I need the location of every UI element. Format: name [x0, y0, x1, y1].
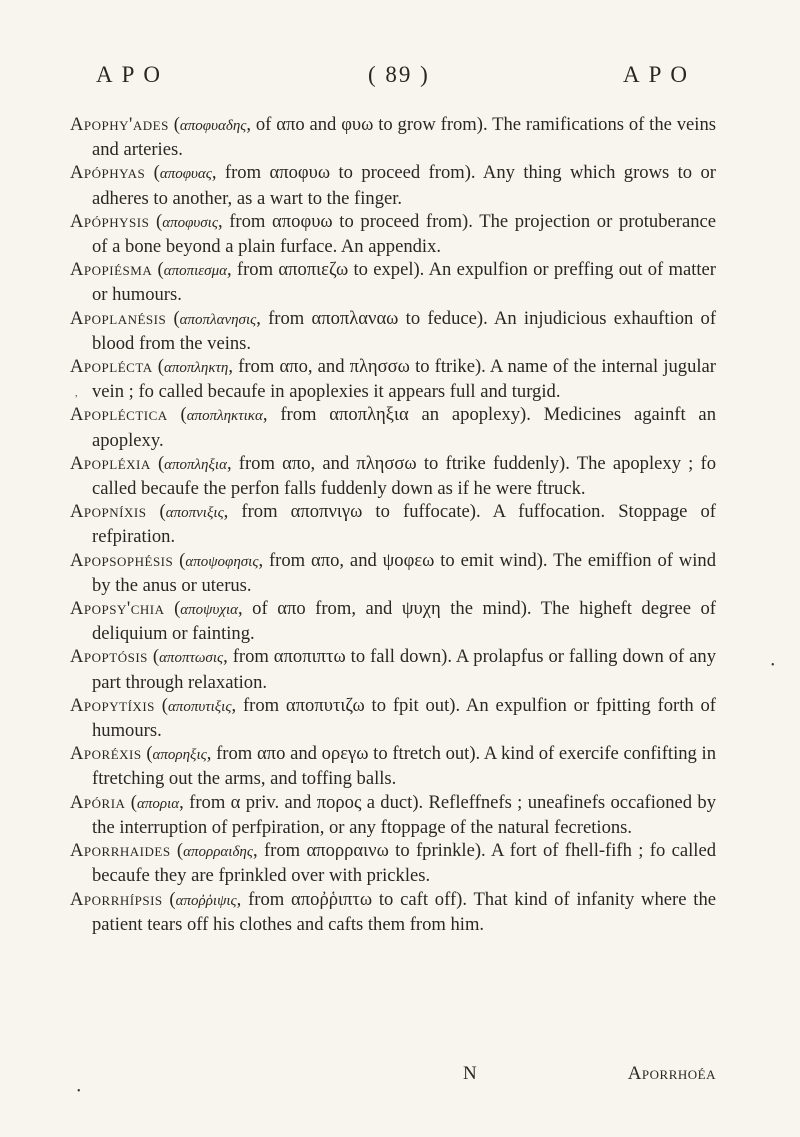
signature-mark: N — [463, 1063, 477, 1084]
entry-definition: , from αποφυω to proceed from). The projection or protuberance of a bone beyond a plain furface. An appendix. — [92, 210, 716, 258]
entry-greek: αποπλανησις — [179, 311, 257, 328]
entry-greek: αποπνιξις — [165, 505, 224, 522]
entry-definition: , from αποπλαναω to feduce). An injudicious exhauftion of blood from the veins. — [92, 307, 717, 354]
page-number: ( 89 ) — [368, 62, 430, 87]
entry-headword: Apopníxis — [70, 501, 147, 523]
page-footer — [70, 1063, 716, 1089]
dictionary-entry: Apopytíxis (αποπυτιξις, from αποπυτιζω to fpit out). An expulfion or fpitting forth of humours. — [70, 694, 716, 742]
entry-definition: , from αποφυω to proceed from). Any thing which grows to or adheres to another, as a wart to the finger. — [92, 162, 716, 209]
dictionary-entry: Apopiésma (αποπιεσμα, from αποπιεζω to expel). An expulfion or preffing out of matter or humours. — [70, 259, 716, 306]
dictionary-entry: Aporrhípsis (αποῤῥιψις, from αποῤῥιπτω to caft off). That kind of infanity where the patient tears off his clothes and cafts them from him. — [70, 888, 716, 935]
header-left: APO — [96, 62, 170, 87]
dictionary-entry: Apopníxis (αποπνιξις, from αποπνιγω to fuffocate). A fuffocation. Stoppage of refpiration. — [70, 501, 716, 548]
entry-greek: αποπιεσμα — [163, 263, 227, 280]
dictionary-entry: Apoptósis (αποπτωσις, from αποπιπτω to fall down). A prolapfus or falling down of any part through relaxation. — [70, 646, 716, 693]
entry-greek: αποπτωσις — [159, 650, 224, 667]
dictionary-entry: Aporrhaides (απορραιδης, from απορραινω to fprinkle). A fort of fhell-fifh ; fo called becaufe they are fprinkled over with prickles. — [70, 840, 716, 887]
entry-definition: , from αποῤῥιπτω to caft off). That kind of infanity where the patient tears off his clothes and cafts them from him. — [92, 888, 716, 935]
dictionary-entry: Apophy'ades (αποφυαδης, of απο and φυω to grow from). The ramifications of the veins and arteries. — [70, 114, 717, 161]
dictionary-entry: Apória (απορια, from α priv. and πορος a duct). Refleffnefs ; uneafinefs occafioned by the interruption of perfpiration, or any ftoppage of the natural fecretions. — [70, 791, 717, 838]
dictionary-entries — [70, 113, 716, 936]
entry-headword: Apóphyas — [70, 162, 146, 184]
entry-headword: Aporrhípsis — [70, 888, 163, 910]
entry-greek: απορραιδης — [183, 844, 253, 861]
dictionary-entry: Apopsy'chia (αποψυχια, of απο from, and ψυχη the mind). The higheft degree of deliquium or fainting. — [70, 598, 716, 645]
entry-greek: αποφυας — [159, 166, 212, 183]
entry-definition: , from απορραινω to fprinkle). A fort of fhell-fifh ; fo called becaufe they are fprinkled over with prickles. — [92, 840, 716, 887]
entry-headword: Apopiésma — [70, 259, 153, 281]
entry-greek: αποπληξια — [164, 456, 227, 473]
stray-mark: • — [771, 660, 775, 671]
entry-greek: αποῤῥιψις — [175, 892, 237, 909]
entry-definition: , from αποπιεζω to expel). An expulfion or preffing out of matter or humours. — [92, 259, 716, 306]
entry-greek: απορηξις — [152, 747, 207, 764]
entry-headword: Aporrhaides — [70, 840, 171, 862]
entry-headword: Apopléxia — [70, 452, 151, 474]
entry-greek: αποπληκτικα — [186, 408, 263, 425]
entry-headword: Apória — [70, 791, 126, 813]
dictionary-entry: Apopléctica (αποπληκτικα, from αποπληξια an apoplexy). Medicines againft an apoplexy. — [70, 404, 716, 451]
entry-headword: Apoplécta — [70, 356, 153, 378]
entry-headword: Apophy'ades — [70, 114, 169, 135]
catchword: Aporrhoéa — [627, 1063, 716, 1084]
entry-greek: αποπυτιξις — [167, 698, 232, 715]
entry-definition: , of απο from, and ψυχη the mind). The higheft degree of deliquium or fainting. — [92, 598, 716, 645]
entry-definition: , from αποπληξια an apoplexy). Medicines againft an apoplexy. — [92, 404, 716, 451]
entry-greek: αποψυχια — [180, 602, 238, 619]
entry-headword: Apopytíxis — [70, 694, 155, 716]
entry-headword: Aporéxis — [70, 743, 142, 765]
entry-definition: , from απο, and πλησσω to ftrike). A name of the internal jugular vein ; fo called becaufe in apoplexies it appears full and turgid. — [92, 356, 716, 403]
entry-headword: Apoptósis — [70, 646, 148, 668]
dictionary-entry: Apopsophésis (αποψοφησις, from απο, and ψοφεω to emit wind). The emiffion of wind by the anus or uterus. — [70, 549, 716, 596]
entry-definition: , of απο and φυω to grow from). The ramifications of the veins and arteries. — [92, 114, 717, 161]
dictionary-entry: Apóphysis (αποφυσις, from αποφυω to proceed from). The projection or protuberance of a bone beyond a plain furface. An appendix. — [70, 210, 716, 258]
entry-definition: , from αποπνιγω to fuffocate). A fuffocation. Stoppage of refpiration. — [92, 501, 716, 548]
stray-mark: , — [75, 388, 78, 399]
entry-greek: απορια — [137, 795, 180, 812]
entry-definition: , from απο and ορεγω to ftretch out). A kind of exercife confifting in ftretching out the arms, and toffing balls. — [92, 743, 716, 790]
dictionary-entry: Aporéxis (απορηξις, from απο and ορεγω to ftretch out). A kind of exercife confifting in ftretching out the arms, and toffing balls. — [70, 743, 716, 790]
entry-greek: αποφυαδης — [179, 118, 247, 134]
entry-definition: , from α priv. and πορος a duct). Refleffnefs ; uneafinefs occafioned by the interruption of perfpiration, or any ftoppage of the natural fecretions. — [92, 791, 717, 838]
entry-headword: Apopléctica — [70, 404, 168, 426]
entry-headword: Apoplanésis — [70, 307, 167, 329]
running-header — [96, 62, 696, 92]
entry-greek: αποπληκτη — [163, 360, 229, 377]
entry-greek: αποφυσις — [162, 214, 218, 231]
dictionary-entry: Apóphyas (αποφυας, from αποφυω to proceed from). Any thing which grows to or adheres to another, as a wart to the finger. — [70, 162, 716, 209]
dictionary-entry: Apoplécta (αποπληκτη, from απο, and πλησσω to ftrike). A name of the internal jugular vein ; fo called becaufe in apoplexies it appears full and turgid. — [70, 356, 716, 403]
entry-definition: , from αποπυτιζω to fpit out). An expulfion or fpitting forth of humours. — [92, 694, 716, 742]
dictionary-entry: Apopléxia (αποπληξια, from απο, and πλησσω to ftrike fuddenly). The apoplexy ; fo called becaufe the perfon falls fuddenly down as if he were ftruck. — [70, 452, 717, 500]
entry-headword: Apopsophésis — [70, 549, 174, 571]
entry-definition: , from απο, and ψοφεω to emit wind). The emiffion of wind by the anus or uterus. — [92, 549, 716, 596]
entry-greek: αποψοφησις — [185, 553, 259, 570]
entry-definition: , from αποπιπτω to fall down). A prolapfus or falling down of any part through relaxation. — [92, 646, 716, 693]
entry-headword: Apóphysis — [70, 210, 150, 232]
entry-headword: Apopsy'chia — [70, 598, 165, 620]
dictionary-entry: Apoplanésis (αποπλανησις, from αποπλαναω to feduce). An injudicious exhauftion of blood from the veins. — [70, 307, 717, 354]
header-right: APO — [622, 62, 696, 87]
entry-definition: , from απο, and πλησσω to ftrike fuddenly). The apoplexy ; fo called becaufe the perfon falls fuddenly down as if he were ftruck. — [92, 452, 717, 500]
stray-mark: • — [77, 1086, 81, 1097]
